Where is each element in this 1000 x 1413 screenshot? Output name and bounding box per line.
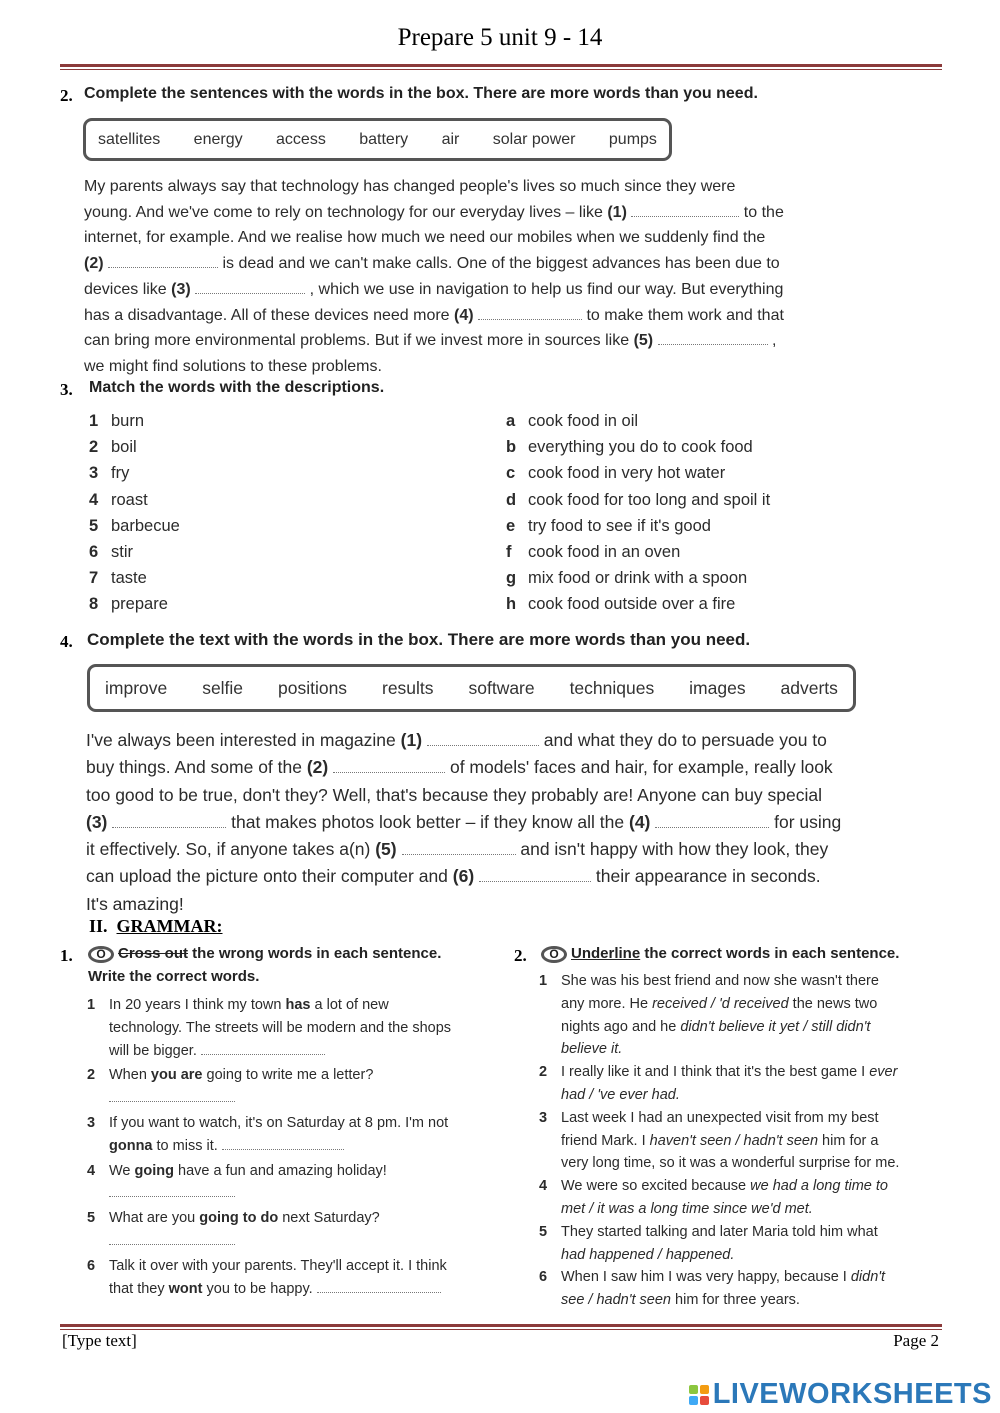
list-item: 5 They started talking and later Maria told him what had happened / happened. [539,1223,878,1263]
answer-blank[interactable] [479,869,591,882]
answer-blank[interactable] [478,307,582,320]
text-line: devices like (3) , which we use in navigation to help us find our way. But everything [84,280,784,298]
word-box-item: techniques [569,677,655,698]
footer-left-text: [Type text] [62,1331,137,1350]
choice-option[interactable]: had happened / happened. [561,1246,735,1263]
exercise-items [539,970,949,1312]
match-item[interactable]: 5 barbecue [89,516,180,535]
exercise-number: 1. [60,946,73,965]
choice-option[interactable]: received / 'd received [652,995,789,1012]
list-item: 1 In 20 years I think my town has a lot of new technology. The streets will be modern and the shops will be bigger. [87,997,452,1059]
brand-logo[interactable] [689,1378,992,1411]
match-item[interactable]: 6 stir [89,542,133,561]
word-box-item: images [689,677,746,698]
text-line: young. And we've come to rely on technology for our everyday lives – like (1) to the [84,203,784,221]
word-box-item: results [382,677,434,698]
text-line: It's amazing! [86,893,184,914]
word-box-item: solar power [492,130,576,148]
match-description[interactable]: g mix food or drink with a spoon [506,569,748,588]
exercise-badge-icon: O [541,946,567,963]
list-item: 4 We were so excited because we had a long time to met / it was a long time since we'd met. [539,1178,888,1217]
match-description[interactable]: f cook food in an oven [506,542,681,561]
word-box-item: pumps [608,130,657,148]
match-item[interactable]: 4 roast [89,490,148,509]
answer-blank[interactable] [222,1137,344,1150]
answer-blank[interactable] [631,204,739,217]
brand-logo-icon [689,1385,709,1405]
match-item[interactable]: 8 prepare [89,595,168,614]
exercise-instruction: O Cross out the wrong words in each sentence. Write the correct words. [88,945,442,985]
match-left-column [89,408,469,618]
choice-option[interactable]: didn't [850,1269,886,1286]
word-box-item: air [441,130,460,148]
choice-option[interactable]: had / 've ever had. [561,1086,680,1103]
match-item[interactable]: 1 burn [89,412,145,430]
choice-option[interactable]: haven't seen / hadn't seen [649,1132,819,1149]
answer-blank[interactable] [317,1280,441,1293]
match-description[interactable]: e try food to see if it's good [506,516,711,535]
match-description[interactable]: h cook food outside over a fire [506,595,736,614]
match-description[interactable]: c cook food in very hot water [506,464,726,483]
logo-square [700,1385,709,1394]
exercise-text [84,174,884,380]
text-line: (3) that makes photos look better – if they know all the (4) for using [86,811,842,832]
footer-page-number: Page 2 [893,1331,939,1350]
answer-blank[interactable] [333,760,445,773]
list-item: 3 If you want to watch, it's on Saturday at 8 pm. I'm not gonna to miss it. [87,1114,449,1154]
answer-blank[interactable] [109,1232,235,1245]
header-rule-thick [60,64,942,67]
list-item: 1 She was his best friend and now she wasn't there any more. He received / 'd received the news two nights ago and he didn't believe it yet / still didn't believe it. [539,973,879,1058]
text-line: we might find solutions to these problems. [84,357,382,375]
match-description[interactable]: a cook food in oil [506,412,639,430]
exercise-instruction: Complete the text with the words in the box. There are more words than you need. [87,630,751,649]
answer-blank[interactable] [427,733,539,746]
exercise-number: 2. [514,946,527,965]
brand-name: LIVEWORKSHEETS [712,1378,992,1410]
list-item: 4 We going have a fun and amazing holiday! [87,1160,512,1206]
text-line: too good to be true, don't they? Well, that's because they probably are! Anyone can buy special [86,784,823,805]
text-line: internet, for example. And we realise how much we need our mobiles when we suddenly find the [84,229,766,247]
answer-blank[interactable] [112,815,226,828]
footer-rule-thick [60,1324,942,1327]
section-heading: II. GRAMMAR: [89,916,223,936]
match-description[interactable]: d cook food for too long and spoil it [506,490,771,509]
exercise-number: 3. [60,380,73,399]
text-line: can bring more environmental problems. But if we invest more in sources like (5) , [84,332,777,350]
choice-option[interactable]: ever [869,1064,898,1081]
list-item: 6 Talk it over with your parents. They'll accept it. I think that they wont you to be happy. [87,1257,447,1297]
word-box-item: battery [359,130,409,148]
text-line: (2) is dead and we can't make calls. One of the biggest advances has been due to [84,255,780,273]
word-box-item: satellites [98,130,161,148]
word-box-item: positions [277,677,348,698]
text-line: has a disadvantage. All of these devices need more (4) to make them work and that [84,306,784,324]
answer-blank[interactable] [195,281,305,294]
list-item: 2 When you are going to write me a letter? [87,1064,512,1110]
logo-square [689,1385,698,1394]
choice-option[interactable]: didn't believe it yet / still didn't [680,1018,871,1035]
exercise-number: 4. [60,632,73,651]
choice-option[interactable]: believe it. [561,1041,623,1058]
list-item: 2 I really like it and I think that it's the best game I ever had / 've ever had. [539,1064,898,1103]
list-item: 5 What are you going to do next Saturday? [87,1207,512,1253]
exercise-items [87,994,512,1300]
choice-option[interactable]: met / it was a long time since we'd met. [561,1200,813,1217]
text-line: buy things. And some of the (2) of models' faces and hair, for example, really look [86,757,833,778]
word-box [87,664,856,712]
footer-rule-thin [60,1329,942,1330]
exercise-instruction: O Underline the correct words in each sentence. [541,942,941,965]
word-box-item: improve [105,677,168,698]
exercise-number: 2. [60,86,73,105]
list-item: 6 When I saw him I was very happy, because I didn't see / hadn't seen him for three years. [539,1269,886,1309]
logo-square [700,1396,709,1405]
page-header-title: Prepare 5 unit 9 - 14 [397,24,603,51]
word-box-item: software [468,677,535,698]
match-right-column [506,408,926,618]
word-box-item: energy [193,130,243,148]
answer-blank[interactable] [402,842,516,855]
word-box-item: adverts [780,677,838,698]
answer-blank[interactable] [109,1184,235,1197]
match-item[interactable]: 3 fry [89,464,130,483]
choice-option[interactable]: see / hadn't seen [561,1292,671,1309]
exercise-badge-icon: O [88,946,114,963]
word-box [83,118,672,161]
match-item[interactable]: 2 boil [89,438,137,457]
word-box-item: selfie [202,677,244,698]
word-box-item: access [276,130,326,148]
choice-option[interactable]: we had a long time to [750,1178,888,1195]
match-description[interactable]: b everything you do to cook food [506,438,753,457]
text-line: My parents always say that technology has changed people's lives so much since they were [84,178,736,195]
text-line: I've always been interested in magazine (1) and what they do to persuade you to [86,730,827,750]
text-line: can upload the picture onto their computer and (6) their appearance in seconds. [86,866,821,887]
exercise-instruction: Complete the sentences with the words in the box. There are more words than you need. [84,85,758,102]
exercise-text [86,727,916,918]
answer-blank[interactable] [201,1042,325,1055]
text-line: it effectively. So, if anyone takes a(n) (5) and isn't happy with how they look, they [86,839,829,860]
exercise-instruction: Match the words with the descriptions. [89,379,385,396]
answer-blank[interactable] [658,332,768,345]
list-item: 3 Last week I had an unexpected visit from my best friend Mark. I haven't seen / hadn't seen him for a very long time, so it was a wonderful surprise for me. [539,1109,900,1172]
logo-square [689,1396,698,1405]
header-rule-thin [60,69,942,70]
answer-blank[interactable] [655,815,769,828]
answer-blank[interactable] [108,255,218,268]
match-item[interactable]: 7 taste [89,569,147,588]
answer-blank[interactable] [109,1089,235,1102]
